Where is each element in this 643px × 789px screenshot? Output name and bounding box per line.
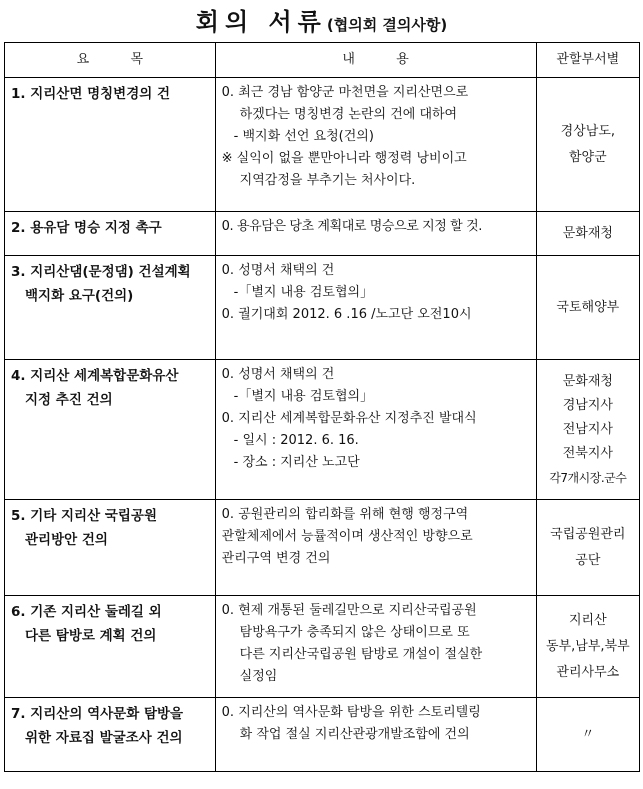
subject-cell: [5, 360, 216, 500]
department-line: 〃: [581, 726, 595, 742]
content-line: 0. 궐기대회 2012. 6 .16 /노고단 오전10시: [221, 307, 472, 322]
department-cell: [536, 698, 639, 772]
content-line: -「별지 내용 검토협의」: [233, 389, 374, 404]
content-line: -「별지 내용 검토협의」: [233, 285, 374, 300]
content-cell: [215, 698, 536, 772]
subject-line: 1. 지리산면 명칭변경의 건: [11, 86, 171, 102]
department-line: 공단: [575, 552, 601, 568]
content-line: 0. 지리산의 역사문화 탐방을 위한 스토리텔링: [221, 705, 481, 720]
content-line: 0. 성명서 채택의 건: [221, 367, 335, 382]
content-line: 실정임: [239, 669, 278, 684]
content-line: - 장소 : 지리산 노고단: [233, 455, 360, 470]
subject-line: 다른 탐방로 계획 건의: [25, 628, 157, 644]
department-line: 함양군: [568, 149, 607, 165]
subject-line: 2. 용유담 명승 지정 촉구: [11, 220, 162, 236]
content-line: 하겠다는 명칭변경 논란의 건에 대하여: [239, 107, 458, 122]
department-cell: [536, 78, 639, 212]
header-row: [5, 43, 640, 78]
department-cell: [536, 212, 639, 256]
content-line: 관리구역 변경 건의: [221, 551, 331, 566]
content-cell: [215, 596, 536, 698]
subject-line: 7. 지리산의 역사문화 탐방을: [11, 706, 184, 722]
content-line: ※ 실익이 없을 뿐만아니라 행정력 낭비이고: [221, 151, 467, 166]
subject-line: 위한 자료집 발굴조사 건의: [25, 730, 183, 746]
header-content: 내 용: [215, 43, 536, 78]
subject-line: 6. 기존 지리산 둘레길 외: [11, 604, 162, 620]
table-row: [5, 698, 640, 772]
department-line: 지리산: [568, 612, 607, 628]
title-main: 회의 서류: [195, 7, 327, 36]
table-row: [5, 256, 640, 360]
table-row: [5, 360, 640, 500]
department-cell: [536, 500, 639, 596]
header-subject: 요 목: [5, 43, 216, 78]
department-line: 관리사무소: [556, 664, 620, 680]
content-line: - 일시 : 2012. 6. 16.: [233, 433, 359, 448]
subject-line: 3. 지리산댐(문정댐) 건설계획: [11, 264, 191, 280]
subject-line: 관리방안 건의: [25, 532, 108, 548]
content-line: 0. 최근 경남 함양군 마천면을 지리산면으로: [221, 85, 469, 100]
department-line: 각7개시장.군수: [549, 470, 627, 485]
minutes-table: [4, 42, 640, 772]
subject-cell: [5, 78, 216, 212]
content-cell: [215, 212, 536, 256]
content-cell: [215, 360, 536, 500]
department-line: 전북지사: [562, 445, 613, 461]
content-line: 화 작업 절실 지리산관광개발조합에 건의: [239, 727, 470, 742]
department-line: 문화재청: [562, 373, 613, 389]
department-line: 전남지사: [562, 421, 613, 437]
content-line: - 백지화 선언 요청(건의): [233, 129, 374, 144]
subject-cell: [5, 500, 216, 596]
subject-cell: [5, 256, 216, 360]
department-line: 경남지사: [562, 397, 613, 413]
content-line: 0. 성명서 채택의 건: [221, 263, 335, 278]
subject-line: 4. 지리산 세계복합문화유산: [11, 368, 179, 384]
subject-cell: [5, 212, 216, 256]
document-title: [0, 2, 643, 37]
subject-line: 백지화 요구(건의): [25, 288, 134, 304]
department-cell: [536, 596, 639, 698]
department-line: 문화재청: [562, 225, 613, 241]
header-department: 관할부서별: [536, 43, 639, 78]
content-line: 지역감정을 부추기는 처사이다.: [239, 173, 416, 188]
content-line: 0. 현제 개통된 둘레길만으로 지리산국립공원: [221, 603, 477, 618]
department-line: 국립공원관리: [550, 526, 626, 542]
content-line: 0. 공원관리의 합리화를 위해 현행 행정구역: [221, 507, 469, 522]
department-cell: [536, 256, 639, 360]
subject-line: 5. 기타 지리산 국립공원: [11, 508, 157, 524]
department-line: 경상남도,: [560, 123, 616, 139]
content-cell: [215, 500, 536, 596]
content-line: 탐방욕구가 충족되지 않은 상태이므로 또: [239, 625, 470, 640]
table-row: [5, 212, 640, 256]
subject-cell: [5, 698, 216, 772]
title-sub: (협의회 결의사항): [326, 16, 448, 34]
content-line: 0. 용유담은 당초 계획대로 명승으로 지정 할 것.: [221, 219, 482, 234]
department-line: 국토해양부: [556, 299, 620, 315]
content-cell: [215, 78, 536, 212]
subject-line: 지정 추진 건의: [25, 392, 113, 408]
table-row: [5, 596, 640, 698]
content-line: 0. 지리산 세계복합문화유산 지정추진 발대식: [221, 411, 477, 426]
subject-cell: [5, 596, 216, 698]
content-cell: [215, 256, 536, 360]
content-line: 다른 지리산국립공원 탐방로 개설이 절실한: [239, 647, 483, 662]
table-row: [5, 500, 640, 596]
department-line: 동부,남부,북부: [546, 638, 630, 654]
department-cell: [536, 360, 639, 500]
content-line: 관할체제에서 능률적이며 생산적인 방향으로: [221, 529, 473, 544]
table-row: [5, 78, 640, 212]
